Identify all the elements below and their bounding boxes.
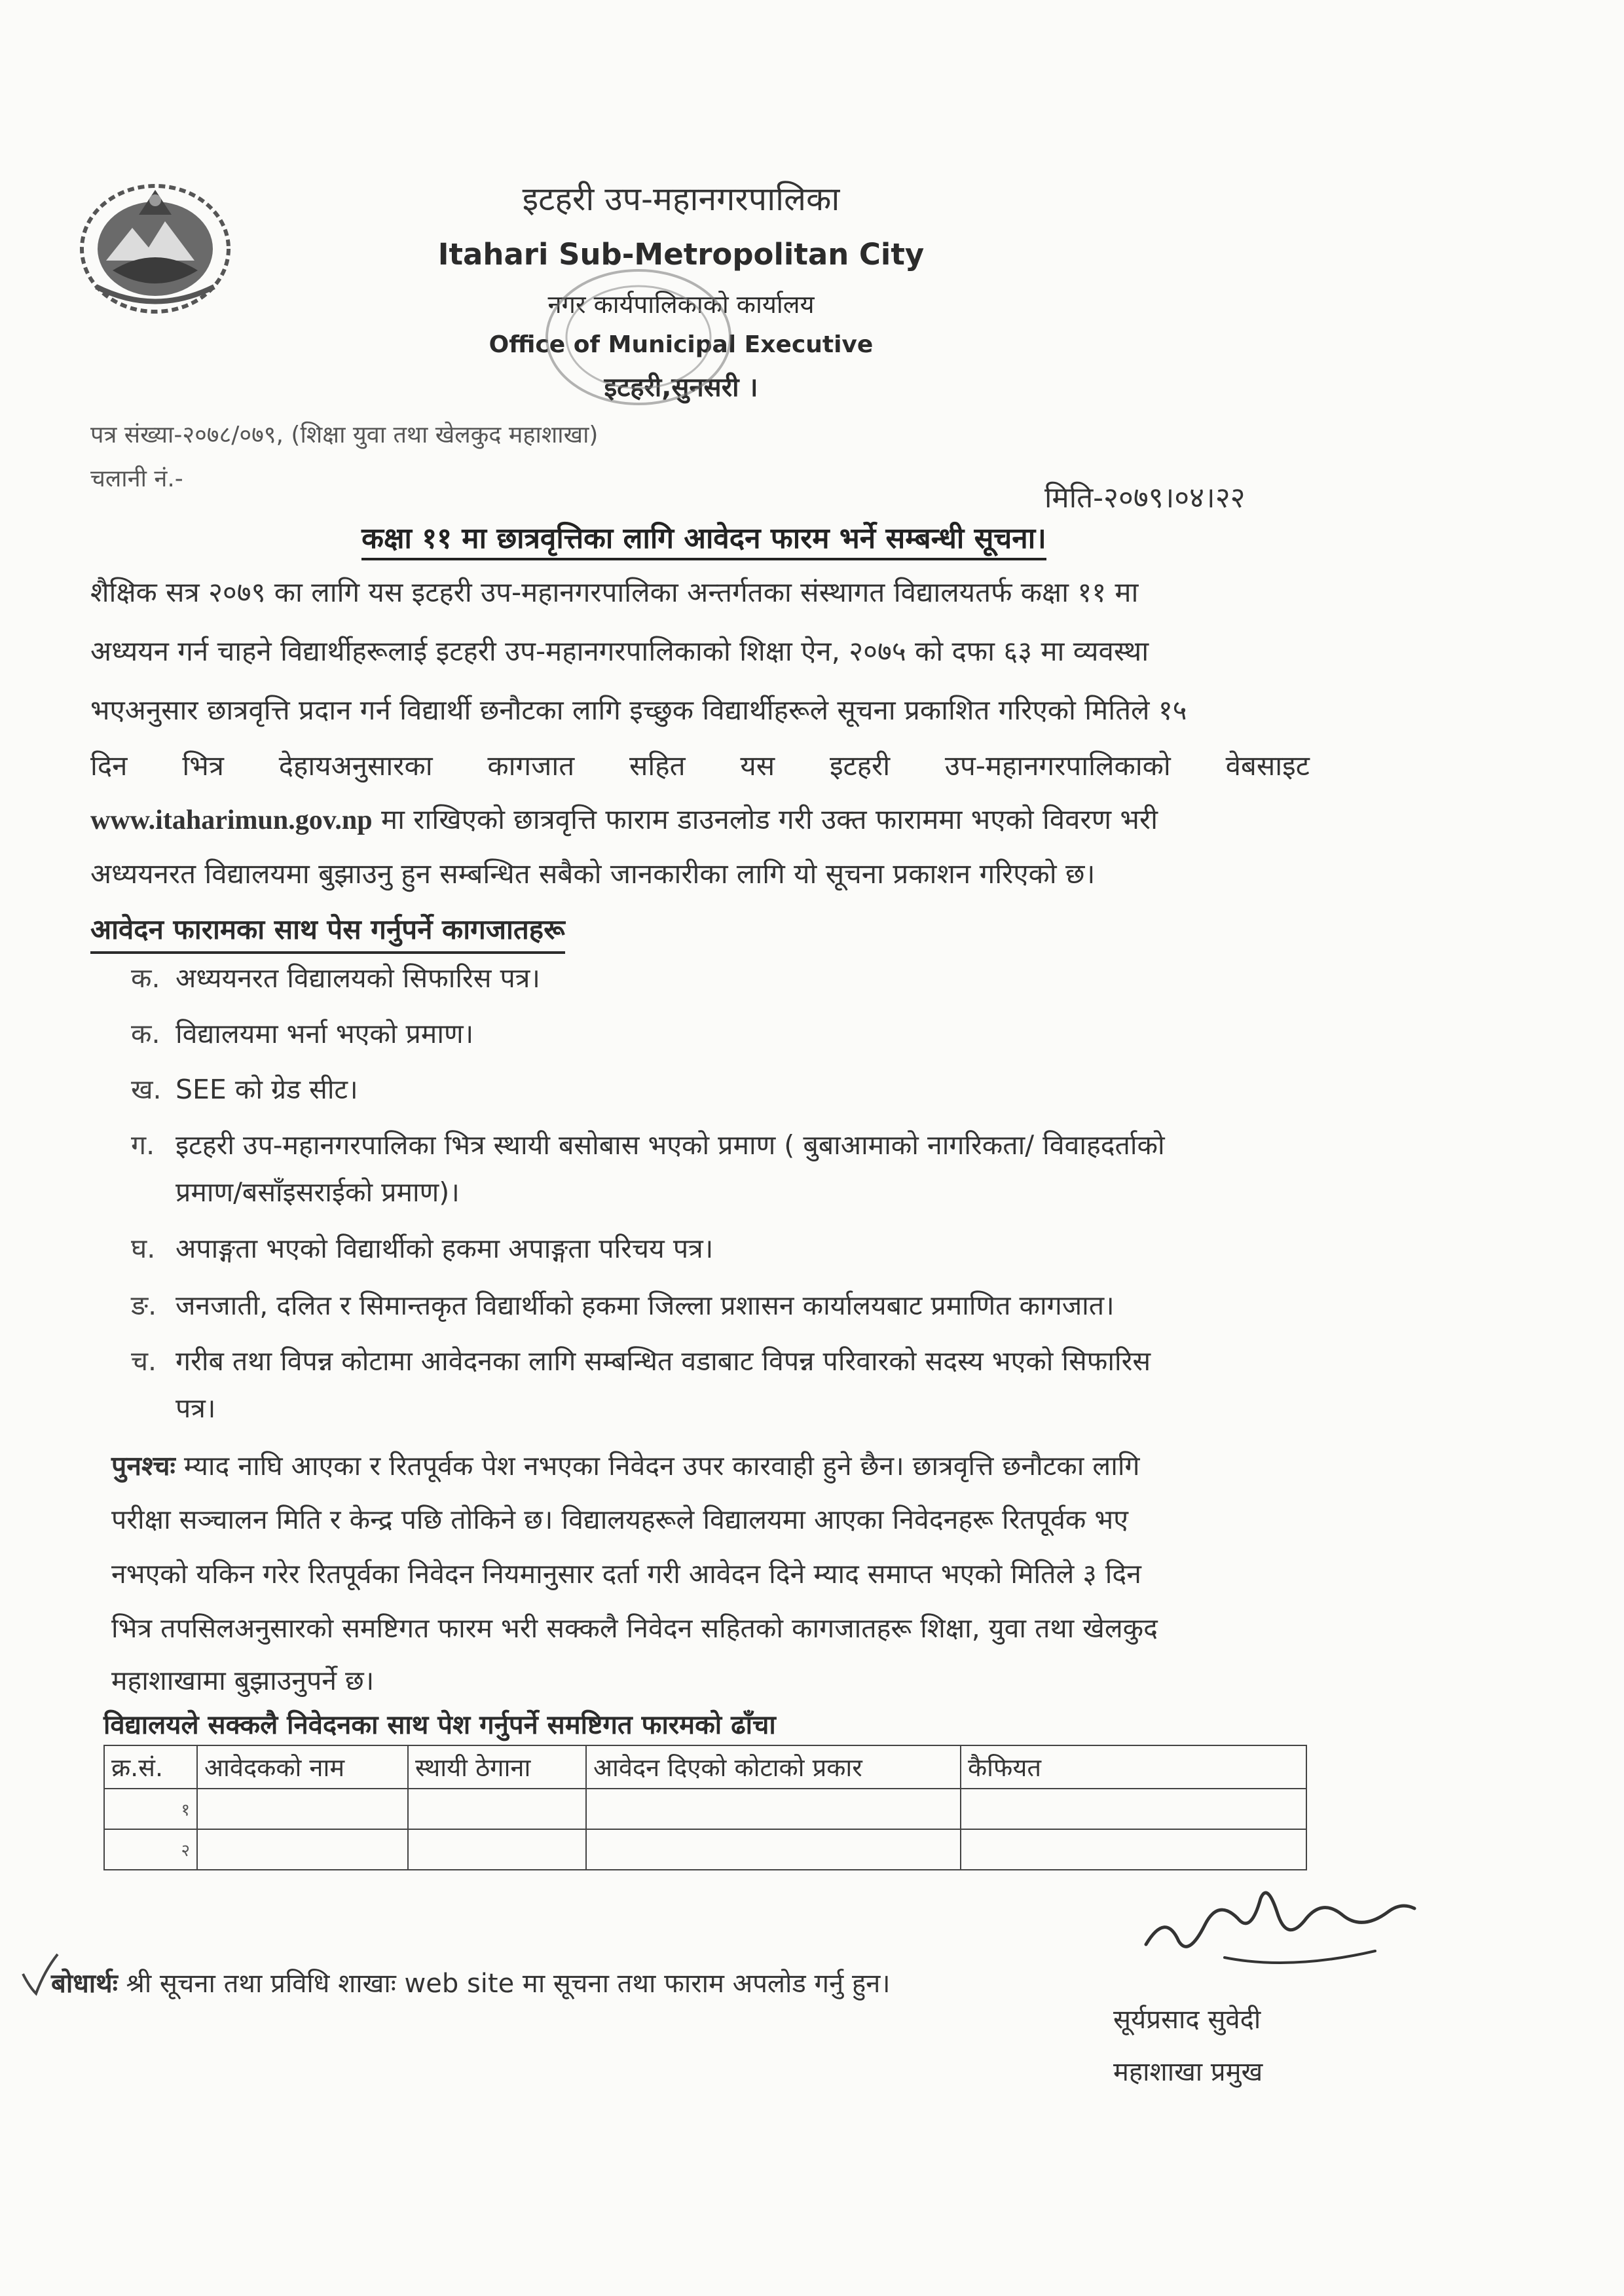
item-letter: क. [131, 962, 160, 994]
note-line-1 [111, 1447, 1140, 1484]
body-word: सहित [629, 750, 686, 782]
table-row [104, 1789, 1306, 1829]
note-line-2: परीक्षा सञ्चालन मिति र केन्द्र पछि तोकिने छ। विद्यालयहरूले विद्यालयमा आएका निवेदनहरू रितपूर्वक भए [111, 1504, 1128, 1535]
body-word: भित्र [182, 750, 224, 782]
body-word: कागजात [487, 750, 575, 782]
document-item: गरीब तथा विपन्न कोटामा आवेदनका लागि सम्बन्धित वडाबाट विपन्न परिवारको सदस्य भएको सिफारिस [175, 1345, 1151, 1377]
office-name-nepali: इटहरी उप-महानगरपालिका [522, 180, 840, 218]
signature-icon [1126, 1872, 1421, 1971]
cc-line [51, 1964, 891, 2000]
office-name-english: Itahari Sub-Metropolitan City [437, 237, 925, 272]
body-word: इटहरी [829, 750, 891, 782]
table-cell [408, 1789, 586, 1829]
document-item-cont: पत्र। [175, 1393, 216, 1424]
note-first-line: म्याद नाघि आएका र रितपूर्वक पेश नभएका निवेदन उपर कारवाही हुने छैन। छात्रवृत्ति छनौटका लागि [175, 1450, 1140, 1482]
table-cell [586, 1829, 961, 1870]
document-item: अपाङ्गता भएको विद्यार्थीको हकमा अपाङ्गता परिचय पत्र। [175, 1233, 714, 1264]
document-item: अध्ययनरत विद्यालयको सिफारिस पत्र। [175, 962, 540, 994]
item-letter: ख. [131, 1074, 162, 1105]
notice-date: मिति-२०७९।०४।२२ [1044, 481, 1246, 515]
body-word: दिन [90, 750, 128, 782]
website-link[interactable]: www.itaharimun.gov.np [90, 805, 373, 835]
body-word: देहायअनुसारका [278, 750, 433, 782]
note-label: पुनश्चः [111, 1450, 175, 1482]
column-header: कैफियत [961, 1745, 1306, 1789]
body-line-5 [90, 800, 1158, 837]
body-line-2: अध्ययन गर्न चाहने विद्यार्थीहरूलाई इटहरी उप-महानगरपालिकाको शिक्षा ऐन, २०७५ को दफा ६३ मा व्यवस्था [90, 635, 1149, 667]
item-letter: च. [131, 1345, 157, 1377]
table-cell [197, 1789, 408, 1829]
signatory-name: सूर्यप्रसाद सुवेदी [1113, 2005, 1261, 2035]
document-item: विद्यालयमा भर्ना भएको प्रमाण। [175, 1018, 474, 1049]
note-line-4: भित्र तपसिलअनुसारको समष्टिगत फारम भरी सक्कलै निवेदन सहितको कागजातहरू शिक्षा, युवा तथा खेलकुद [111, 1613, 1158, 1644]
serial-cell: २ [104, 1829, 197, 1870]
table-heading: विद्यालयले सक्कलै निवेदनका साथ पेश गर्नुपर्ने समष्टिगत फारमको ढाँचा [103, 1710, 776, 1740]
document-item-cont: प्रमाण/बसाँइसराईको प्रमाण)। [175, 1176, 460, 1208]
department-english: Office of Municipal Executive [489, 331, 874, 358]
table-header-row [104, 1745, 1306, 1789]
subject-text: कक्षा ११ मा छात्रवृत्तिका लागि आवेदन फारम भर्ने सम्बन्धी सूचना। [361, 522, 1046, 560]
body-word: यस [740, 750, 775, 782]
table-row [104, 1829, 1306, 1870]
table-cell [586, 1789, 961, 1829]
cc-text: श्री सूचना तथा प्रविधि शाखाः web site मा सूचना तथा फाराम अपलोड गर्नु हुन। [117, 1969, 891, 1999]
body-word: वेबसाइट [1225, 750, 1310, 782]
column-header: स्थायी ठेगाना [408, 1745, 586, 1789]
item-letter: ग. [131, 1129, 155, 1161]
body-line-5-rest: मा राखिएको छात्रवृत्ति फाराम डाउनलोड गरी उक्त फाराममा भएको विवरण भरी [372, 803, 1158, 835]
document-item: SEE को ग्रेड सीट। [175, 1074, 358, 1105]
table-cell [961, 1789, 1306, 1829]
dispatch-number: चलानी नं.- [90, 465, 183, 492]
body-line-3: भएअनुसार छात्रवृत्ति प्रदान गर्न विद्यार्थी छनौटका लागि इच्छुक विद्यार्थीहरूले सूचना प्रकाशित गरिएको मितिले १५ [90, 694, 1187, 726]
office-location: इटहरी,सुनसरी । [604, 373, 758, 403]
table-cell [961, 1829, 1306, 1870]
body-word: उप-महानगरपालिकाको [944, 750, 1171, 782]
column-header: क्र.सं. [104, 1745, 197, 1789]
serial-cell: १ [104, 1789, 197, 1829]
office-stamp-icon [537, 262, 740, 412]
documents-heading: आवेदन फारामका साथ पेस गर्नुपर्ने कागजातहरू [90, 910, 565, 954]
column-header: आवेदन दिएको कोटाको प्रकार [586, 1745, 961, 1789]
notice-subject [0, 517, 1408, 556]
note-line-3: नभएको यकिन गरेर रितपूर्वका निवेदन नियमानुसार दर्ता गरी आवेदन दिने म्याद समाप्त भएको मितिले ३ दिन [111, 1558, 1141, 1590]
item-letter: घ. [131, 1233, 156, 1264]
note-line-5: महाशाखामा बुझाउनुपर्ने छ। [111, 1665, 375, 1696]
body-line-4 [90, 746, 1310, 784]
signatory-title: महाशाखा प्रमुख [1113, 2057, 1263, 2087]
item-letter: ङ. [131, 1290, 157, 1321]
column-header: आवेदकको नाम [197, 1745, 408, 1789]
document-item: जनजाती, दलित र सिमान्तकृत विद्यार्थीको हकमा जिल्ला प्रशासन कार्यालयबाट प्रमाणित कागजात। [175, 1290, 1115, 1321]
letter-number: पत्र संख्या-२०७८/०७९, (शिक्षा युवा तथा खेलकुद महाशाखा) [90, 422, 599, 448]
item-letter: क. [131, 1018, 160, 1049]
table-cell [197, 1829, 408, 1870]
document-item: इटहरी उप-महानगरपालिका भित्र स्थायी बसोबास भएको प्रमाण ( बुबाआमाको नागरिकता/ विवाहदर्ताको [175, 1129, 1165, 1161]
department-nepali: नगर कार्यपालिकाको कार्यालय [547, 290, 815, 319]
cc-label: बोधार्थः [51, 1969, 118, 1999]
table-cell [408, 1829, 586, 1870]
consolidated-form-table [103, 1745, 1307, 1870]
body-line-1: शैक्षिक सत्र २०७९ का लागि यस इटहरी उप-महानगरपालिका अन्तर्गतका संस्थागत विद्यालयतर्फ कक्षा ११ मा [90, 576, 1139, 608]
body-line-6: अध्ययनरत विद्यालयमा बुझाउनु हुन सम्बन्धित सबैको जानकारीका लागि यो सूचना प्रकाशन गरिएको छ। [90, 858, 1096, 890]
